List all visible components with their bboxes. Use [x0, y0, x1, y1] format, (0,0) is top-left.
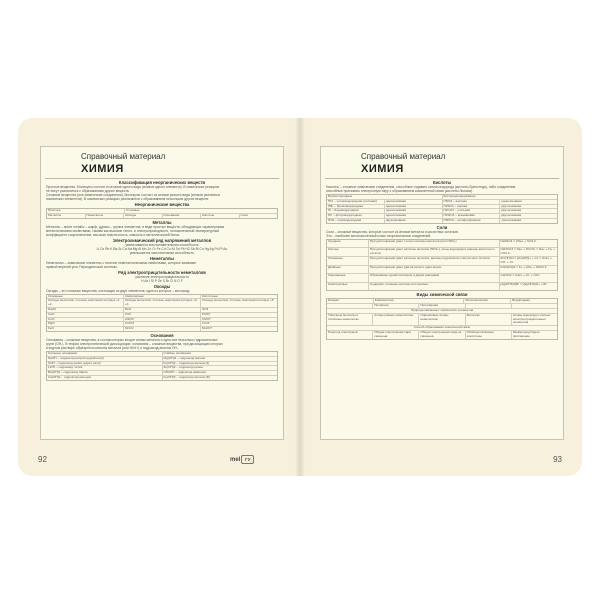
table-cell: Ba(OH)2 – гидроксид бария: [48, 371, 88, 375]
table-cell: Fe(OH)3 – гидроксид железа (III): [162, 376, 278, 380]
text-bases-1: Основания – сложные вещества, в состав которых входят атомы металла и одна или несколько гидроксильных: [46, 337, 218, 342]
table-cell: Природа связанных химических элементов: [410, 308, 474, 312]
table-cell: Комплексные: [328, 282, 348, 286]
section-salts: Соли: [436, 224, 448, 230]
divider: [325, 178, 559, 179]
section-bonds: Виды химической связи: [416, 292, 468, 298]
table-cell: Межмолекулярное притяжение: [511, 331, 557, 339]
table-cell: Бескислородные: [328, 195, 353, 198]
right-sheet-subject: ХИМИЯ: [361, 163, 404, 175]
table-cell: KAl(SO4)2 = K+ + Al3+ + 2SO4 2-: [499, 266, 558, 274]
section-acids: Кислоты: [432, 180, 452, 185]
series-note-1: увеличивается восстановительная способность: [125, 242, 199, 247]
section-metals: Металлы: [152, 219, 172, 225]
text-acids-1: Кислоты – сложные химические соединения, способные отдавать катион водорода (кислоты Бренстеда), либо соединения,: [326, 185, 517, 189]
left-reference-sheet: [40, 146, 284, 440]
table-cell: CrO3: [200, 322, 277, 326]
text-complex-1: Сложные вещества (или химические соединения). Молекулы состоят из атомов разного вида (атомов различных: [46, 193, 221, 197]
table-cell: Сильные основания: [48, 351, 78, 355]
page-number-left: 92: [38, 455, 47, 464]
table-cell: Слабые основания: [162, 352, 278, 356]
table-cell: Типичные металлы и типичные неметаллы: [328, 313, 359, 321]
table-cell: одноосновная: [384, 200, 442, 204]
table-cell: двухосновная: [499, 214, 557, 218]
table-cell: NaHCO3 = Na+ + HCO3- = Na+ + H+ + CO3 2-: [500, 248, 556, 256]
logo-text: mel: [230, 457, 241, 464]
table-cell: Одинаковые атомы неметаллов: [418, 314, 464, 325]
table-cell: Двойные: [328, 265, 341, 269]
text-oxides-intro: Оксиды – это сложные вещества, состоящие из двух элементов, один из которых – кислород.: [46, 288, 191, 293]
electroneg-row: H As I Si P Se S Br Cl N O F: [141, 278, 183, 283]
publisher-logo: [230, 455, 254, 464]
book-gutter: [295, 118, 305, 476]
table-cell: При диссоциации дают катионы металла, анионы гидроксила и кислотного остатка: [368, 257, 499, 265]
table-cell: одноосновная: [384, 205, 442, 209]
oxides-table: [46, 294, 278, 332]
text-complex-2: химических элементов). В химических реакциях разлагаются с образованием нескольких других веществ.: [46, 197, 210, 201]
table-cell: LiOH – гидроксид лития: [48, 366, 83, 370]
table-cell: NaOH – гидроксид натрия (едкий натр): [48, 356, 104, 360]
nonorganic-table: [46, 208, 278, 219]
section-bases: Основания: [150, 332, 174, 338]
table-cell: Неметаллы: [85, 214, 124, 218]
table-cell: Кислые: [328, 248, 339, 252]
table-cell: Основные: [48, 294, 63, 298]
table-cell: Содержат сложные катионы или анионы: [368, 283, 499, 291]
divider: [45, 178, 279, 179]
table-cell: Кислоты: [200, 214, 239, 218]
table-cell: Смешанные: [328, 274, 346, 278]
text-metals-2: металлическими свойствами, такими как высокие тепло- и электропроводность, положительный температурный: [46, 228, 220, 233]
table-cell: Основания: [162, 214, 201, 218]
table-cell: HF – фтороводородная: [328, 214, 362, 218]
left-page: [18, 118, 300, 476]
table-cell: Обобществлённые электроны: [465, 331, 511, 339]
table-cell: HI – йодоводородная: [328, 209, 359, 213]
table-cell: BeO: [123, 308, 200, 312]
right-sheet-header: Справочный материал: [361, 152, 446, 161]
table-cell: Атомы разных неметаллов: [372, 314, 418, 325]
table-cell: ZnO: [123, 313, 200, 317]
series-note-2: уменьшается окислительная способность: [129, 250, 195, 255]
table-cell: H2S – сероводородная: [328, 218, 362, 222]
table-cell: Cl2O7: [200, 318, 277, 322]
table-cell: [465, 304, 511, 308]
table-cell: Способ образования химической связи: [413, 326, 471, 330]
table-cell: Zn(OH)Cl = [Zn(OH)]+ + Cl- = Zn2+ + OH- + Cl-: [499, 257, 558, 265]
table-cell: Кислородсодержащие: [442, 195, 558, 199]
table-cell: двухосновная: [384, 219, 442, 223]
table-cell: HBr – бромоводородная: [328, 204, 363, 208]
text-salts-1: Соли – сложные вещества, которые состоят из атомов металла и кислотных остатков.: [326, 229, 459, 234]
text-acids-2: способные принимать электронную пару с образованием ковалентной связи (кислоты Льюиса).: [326, 189, 474, 193]
bonds-table: [326, 298, 558, 339]
table-cell: двухосновная: [499, 209, 557, 213]
text-bases-2: групп (OH-). В теории электролитической диссоциации: основания – сложные вещества, при диссоциации которых: [46, 341, 223, 346]
bases-table: [46, 351, 278, 381]
logo-mark-icon: ГУ: [241, 455, 254, 464]
table-cell: Al2O3: [123, 318, 200, 322]
table-cell: MnO2: [123, 327, 200, 331]
table-cell: двухосновная: [499, 205, 557, 209]
table-cell: Металлическая: [463, 299, 510, 303]
table-cell: CaO: [48, 312, 55, 316]
acids-table: [326, 194, 558, 224]
table-cell: Ковалентная: [373, 299, 464, 303]
table-cell: Неполярная: [418, 304, 464, 308]
page-number-right: 93: [553, 455, 562, 464]
text-nonmetals-2: правый верхний угол Периодической системы.: [46, 264, 118, 269]
text-nonmetals-1: Неметаллы – химические элементы с типично неметаллическими свойствами, которые занимают: [46, 260, 197, 265]
table-cell: одноосновная: [384, 214, 442, 218]
table-cell: Ca(OH)2 – гидроксид кальция: [48, 375, 91, 379]
table-cell: Кислотные: [200, 295, 277, 299]
table-cell: MgO: [48, 322, 55, 326]
table-cell: NH4OH – гидроксид аммония: [162, 371, 278, 375]
table-cell: одноосновная: [499, 200, 557, 204]
table-cell: Водородная: [510, 299, 557, 303]
table-cell: Переход электронов: [328, 330, 358, 334]
right-page: [300, 118, 582, 476]
table-cell: При диссоциации дают два катиона и один анион: [368, 266, 499, 274]
table-cell: H3PO4 – ортофосфорная: [442, 219, 500, 223]
right-reference-sheet: [320, 146, 564, 440]
table-cell: H2SO4 – серная: [442, 205, 500, 209]
section-oxides: Оксиды: [153, 283, 171, 289]
table-cell: Образованы одним катионом и двумя анионами: [368, 274, 499, 282]
table-cell: Металлы: [465, 314, 511, 325]
table-cell: Общая электронная пара не смещена: [418, 331, 464, 339]
table-cell: HNO3 – азотная: [442, 200, 500, 204]
electroneg-note: усиление электроотрицательности: [135, 274, 189, 279]
section-electroneg: Ряд электроотрицательности неметаллов: [118, 269, 206, 275]
table-cell: Амфотерные: [123, 295, 200, 299]
table-cell: Оксиды: [123, 214, 162, 218]
table-cell: Na2SO4 = 2Na+ + SO4 2-: [499, 240, 558, 248]
table-cell: Mg(OH)2 – гидроксид магния: [162, 357, 278, 361]
table-cell: P2O5: [200, 313, 277, 317]
table-cell: H2CO3 – угольная: [442, 209, 500, 213]
section-series: Электрохимический ряд напряжений металлов: [112, 237, 212, 243]
table-cell: [Ag(NH3)2]Br = [Ag(NH3)2]+ + Br-: [499, 283, 558, 291]
table-cell: Оксиды металлов, степень окисления которых +1, +2: [48, 299, 121, 307]
table-cell: HCl – хлороводородная (соляная): [328, 199, 377, 203]
table-cell: Основные: [328, 256, 343, 260]
table-cell: Mn2O7: [200, 327, 277, 331]
table-cell: H2SiO3 – кремниевая: [442, 214, 500, 218]
table-cell: Оксиды металлов, степень окисления которых +3, +4: [123, 299, 200, 307]
table-cell: Средние: [328, 239, 341, 243]
table-cell: CuO: [48, 317, 55, 321]
table-cell: Оксиды металлов, степень окисления которых +5: [200, 299, 277, 307]
table-cell: SO3: [200, 308, 277, 312]
table-cell: При диссоциации дают только катионы металла (или NH4+): [368, 240, 499, 248]
table-cell: [327, 304, 372, 308]
text-simple-2: не могут разлагаться с образованием других веществ.: [46, 189, 130, 193]
salts-table: [326, 239, 558, 292]
table-cell: Простые: [48, 209, 61, 212]
table-cell: [511, 304, 557, 308]
table-cell: FeO: [48, 327, 55, 331]
table-cell: трёхосновная: [499, 219, 557, 223]
section-classification: Классификация неорганических веществ: [118, 180, 206, 185]
table-cell: Общая электронная пара смещена: [372, 331, 418, 339]
section-nonorganic: Неорганические вещества: [134, 202, 190, 207]
text-simple-1: Простые вещества. Молекулы состоят из атомов одного вида (атомов одного элемента). В химических реакциях: [46, 185, 220, 189]
table-cell: одноосновная: [384, 209, 442, 213]
table-cell: CaOCl2 = Ca2+ + Cl- + OCl-: [499, 274, 558, 282]
table-cell: Сложные: [124, 209, 277, 213]
table-cell: Соли: [239, 214, 278, 218]
text-bases-3: в водном растворе образуются катионы металла (или NH4+) и гидроксид-анионы OH-.: [46, 345, 179, 350]
table-cell: Na2O: [48, 307, 57, 311]
text-metals-3: коэффициент сопротивления, высокая пластичность, ковкость и металлический блеск.: [46, 232, 181, 237]
table-cell: KOH – гидроксид калия (едкое кали): [48, 361, 101, 365]
table-cell: При диссоциации дают катионы металла (NH4+), ионы водорода и анионы кислотного остатка: [368, 248, 499, 256]
table-cell: Zn(OH)2 – гидроксид цинка: [162, 366, 278, 370]
table-cell: Ионная: [328, 299, 339, 303]
open-book: [18, 118, 582, 476]
table-cell: Cr2O3: [123, 322, 200, 326]
table-cell: Полярная: [372, 304, 418, 308]
text-salts-2: Это – наиболее многочисленный класс неорганических соединений.: [326, 233, 432, 238]
table-cell: Атомы водорода и сильно электроотрицательных элементов: [511, 314, 557, 325]
table-cell: Металлы: [48, 213, 62, 217]
text-metals-1: Металлы – active metallic – шарф, дурако – группа элементов, в виде простых веществ, обладающих характерными: [46, 224, 225, 229]
table-cell: Fe(OH)2 – гидроксид железа (II): [162, 362, 278, 366]
section-nonmetals: Неметаллы: [150, 255, 174, 261]
left-sheet-subject: ХИМИЯ: [81, 163, 124, 175]
left-sheet-header: Справочный материал: [81, 152, 166, 161]
series-row: Li Cs Rb K Ba Sr Ca Na Mg Al Mn Zn Cr Fe Cd Co Ni Sn Pb H2 Sb Bi Cu Hg Ag Pd Pt Au: [96, 246, 228, 251]
